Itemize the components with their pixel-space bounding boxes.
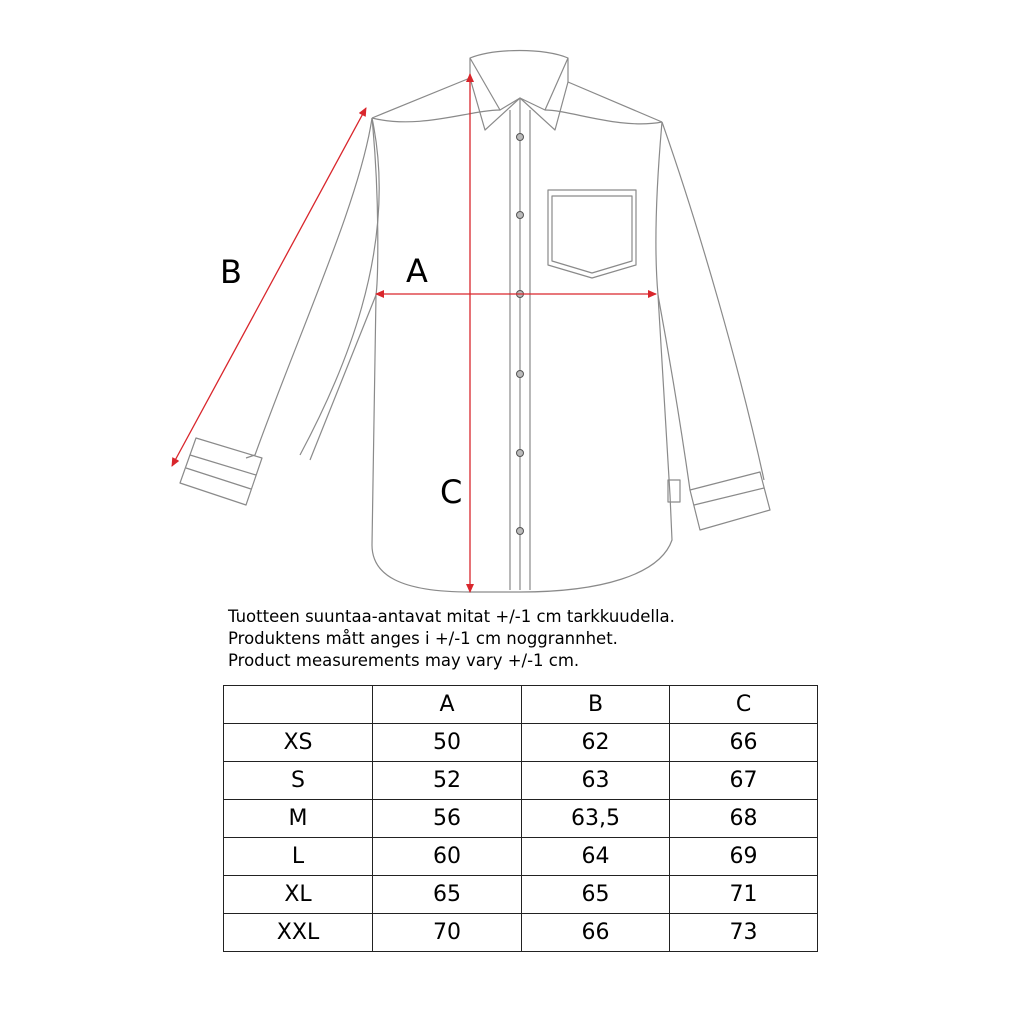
size-cell: M: [224, 800, 373, 838]
table-row: [224, 724, 818, 762]
value-cell: 66: [522, 914, 670, 952]
table-header-row: [224, 686, 818, 724]
value-cell: 63,5: [522, 800, 670, 838]
button-6: [517, 528, 524, 535]
value-cell: 69: [670, 838, 818, 876]
table-row: [224, 762, 818, 800]
header-cell: A: [373, 686, 522, 724]
button-5: [517, 450, 524, 457]
note-english: Product measurements may vary +/-1 cm.: [228, 651, 580, 670]
header-cell: C: [670, 686, 818, 724]
header-cell: [224, 686, 373, 724]
value-cell: 50: [373, 724, 522, 762]
header-cell: B: [522, 686, 670, 724]
table-row: [224, 876, 818, 914]
value-cell: 62: [522, 724, 670, 762]
size-table: [223, 685, 818, 952]
value-cell: 66: [670, 724, 818, 762]
note-finnish: Tuotteen suuntaa-antavat mitat +/-1 cm tarkkuudella.: [228, 607, 675, 626]
button-2: [517, 212, 524, 219]
shirt-outline: [180, 51, 770, 593]
value-cell: 70: [373, 914, 522, 952]
button-4: [517, 371, 524, 378]
size-cell: L: [224, 838, 373, 876]
dimension-label-a: A: [406, 252, 428, 290]
measurement-arrows: [172, 74, 656, 592]
value-cell: 56: [373, 800, 522, 838]
value-cell: 65: [522, 876, 670, 914]
button-1: [517, 134, 524, 141]
value-cell: 67: [670, 762, 818, 800]
value-cell: 71: [670, 876, 818, 914]
value-cell: 60: [373, 838, 522, 876]
value-cell: 73: [670, 914, 818, 952]
arrow-b: [172, 108, 366, 466]
measurement-notes: [228, 606, 675, 672]
table-row: [224, 838, 818, 876]
size-cell: XL: [224, 876, 373, 914]
size-cell: XS: [224, 724, 373, 762]
note-swedish: Produktens mått anges i +/-1 cm noggrannhet.: [228, 629, 618, 648]
value-cell: 68: [670, 800, 818, 838]
size-cell: XXL: [224, 914, 373, 952]
dimension-label-b: B: [220, 253, 242, 291]
value-cell: 63: [522, 762, 670, 800]
table-row: [224, 800, 818, 838]
value-cell: 65: [373, 876, 522, 914]
dimension-label-c: C: [440, 473, 463, 511]
size-cell: S: [224, 762, 373, 800]
value-cell: 52: [373, 762, 522, 800]
table-row: [224, 914, 818, 952]
value-cell: 64: [522, 838, 670, 876]
